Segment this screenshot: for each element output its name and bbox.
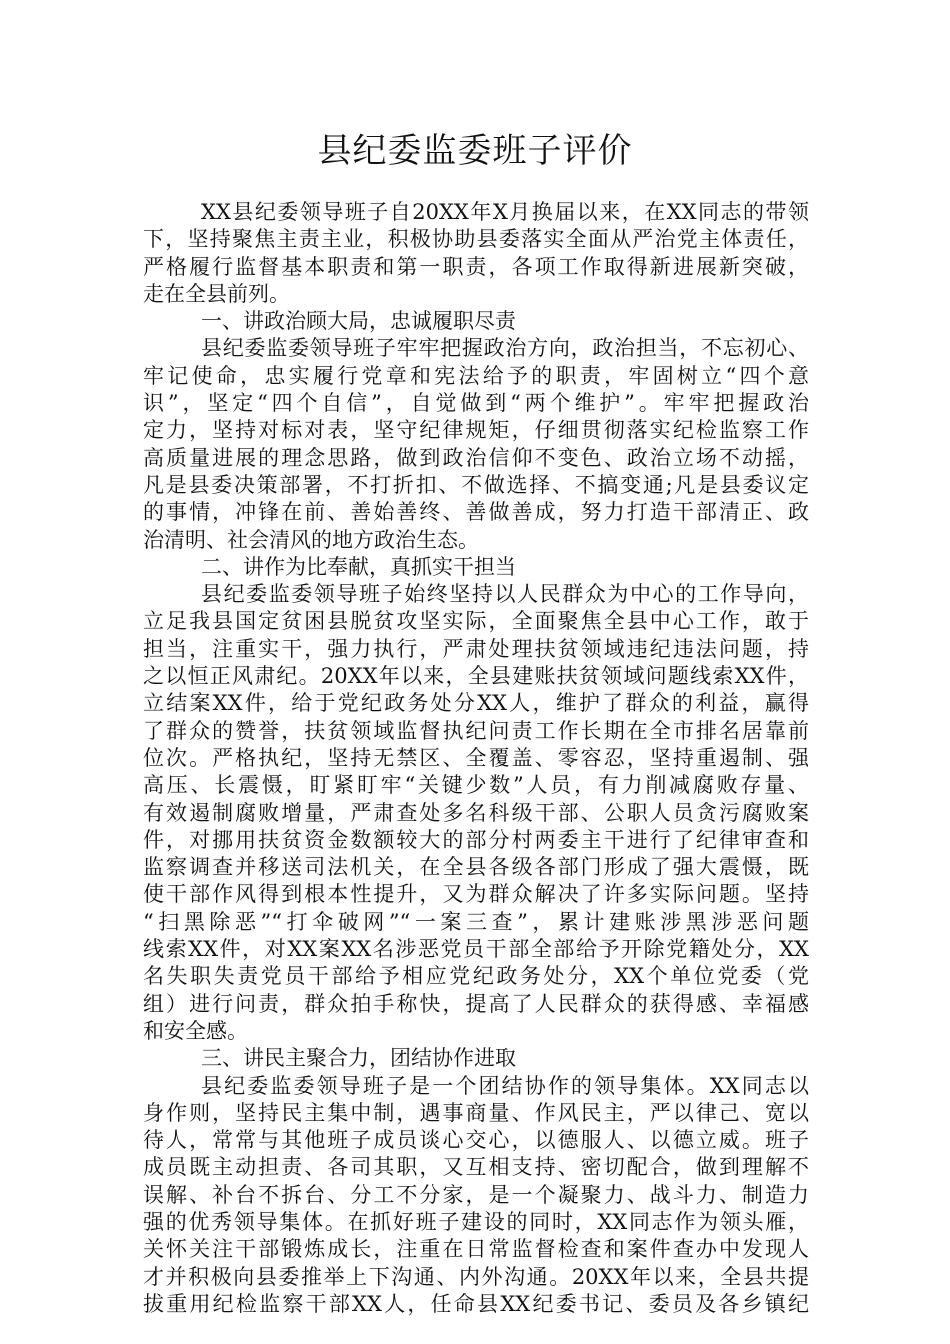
text-line: 位次。严格执纪，坚持无禁区、全覆盖、零容忍，坚持重遏制、强 [143, 745, 809, 770]
text-line: 走在全县前列。 [143, 281, 290, 306]
text-line: 有效遏制腐败增量，严肃查处多名科级干部、公职人员贪污腐败案 [143, 800, 809, 825]
text-line: 使干部作风得到根本性提升，又为群众解决了许多实际问题。坚持 [143, 882, 809, 907]
text-line: 高质量进展的理念思路，做到政治信仰不变色、政治立场不动摇， [143, 445, 809, 470]
document-title: 县纪委监委班子评价 [317, 131, 633, 171]
text-line: 担当，注重实干，强力执行，严肃处理扶贫领域违纪违法问题，持 [143, 636, 809, 661]
text-line: 之以恒正风肃纪。20XX年以来，全县建账扶贫领域问题线索XX件， [143, 664, 809, 689]
text-line: 误解、补台不拆台、分工不分家，是一个凝聚力、战斗力、制造力 [143, 1182, 809, 1207]
text-line: 件，对挪用扶贫资金数额较大的部分村两委主干进行了纪律审查和 [143, 827, 809, 852]
text-line: 治清明、社会清风的地方政治生态。 [143, 527, 479, 552]
text-line: 了群众的赞誉，扶贫领域监督执纪问责工作长期在全市排名居靠前 [143, 718, 809, 743]
text-line: 识”，坚定“四个自信”，自觉做到“两个维护”。牢牢把握政治 [143, 391, 809, 416]
text-line: 下，坚持聚焦主责主业，积极协助县委落实全面从严治党主体责任， [143, 227, 809, 252]
section-heading: 二、讲作为比奉献，真抓实干担当 [201, 554, 516, 579]
text-line: 和安全感。 [143, 1018, 248, 1043]
text-line: 拔重用纪检监察干部XX人，任命县XX纪委书记、委员及各乡镇纪 [143, 1291, 809, 1316]
text-line: 关怀关注干部锻炼成长，注重在日常监督检查和案件查办中发现人 [143, 1237, 809, 1262]
text-line: 立足我县国定贫困县脱贫攻坚实际，全面聚焦全县中心工作，敢于 [143, 609, 809, 634]
text-line: 强的优秀领导集体。在抓好班子建设的同时，XX同志作为领头雁， [143, 1209, 809, 1234]
text-line: 牢记使命，忠实履行党章和宪法给予的职责，牢固树立“四个意 [143, 363, 809, 388]
text-line: 县纪委监委领导班子是一个团结协作的领导集体。XX同志以 [201, 1073, 809, 1098]
text-line: 县纪委监委领导班子始终坚持以人民群众为中心的工作导向， [201, 582, 809, 607]
text-line: 定力，坚持对标对表，坚守纪律规矩，仔细贯彻落实纪检监察工作 [143, 418, 809, 443]
section-heading: 三、讲民主聚合力，团结协作进取 [201, 1046, 516, 1071]
section-heading: 一、讲政治顾大局，忠诚履职尽责 [201, 309, 516, 334]
text-line: XX县纪委领导班子自20XX年X月换届以来，在XX同志的带领 [201, 200, 809, 224]
text-line: 名失职失责党员干部给予相应党纪政务处分，XX个单位党委（党 [143, 964, 809, 989]
document-body [143, 199, 809, 1318]
text-line: 待人，常常与其他班子成员谈心交心，以德服人、以德立威。班子 [143, 1128, 809, 1153]
text-line: 凡是县委决策部署，不打折扣、不做选择、不搞变通;凡是县委议定 [143, 472, 809, 497]
text-line: 组）进行问责，群众拍手称快，提高了人民群众的获得感、幸福感 [143, 991, 809, 1016]
text-line: “扫黑除恶”“打伞破网”“一案三查”，累计建账涉黑涉恶问题 [143, 909, 809, 934]
text-line: 立结案XX件，给于党纪政务处分XX人，维护了群众的利益，赢得 [143, 691, 809, 716]
text-line: 监察调查并移送司法机关，在全县各级各部门形成了强大震慑，既 [143, 855, 809, 880]
text-line: 的事情，冲锋在前、善始善终、善做善成，努力打造干部清正、政 [143, 500, 809, 525]
text-line: 成员既主动担责、各司其职，又互相支持、密切配合，做到理解不 [143, 1155, 809, 1180]
text-line: 身作则，坚持民主集中制，遇事商量、作风民主，严以律己、宽以 [143, 1100, 809, 1125]
text-line: 县纪委监委领导班子牢牢把握政治方向，政治担当，不忘初心、 [201, 336, 809, 361]
text-line: 线索XX件，对XX案XX名涉恶党员干部全部给予开除党籍处分，XX [143, 937, 809, 962]
text-line: 严格履行监督基本职责和第一职责，各项工作取得新进展新突破， [143, 254, 809, 279]
text-line: 高压、长震慑，盯紧盯牢“关键少数”人员，有力削减腐败存量、 [143, 773, 809, 798]
text-line: 才并积极向县委推举上下沟通、内外沟通。20XX年以来，全县共提 [143, 1264, 809, 1289]
